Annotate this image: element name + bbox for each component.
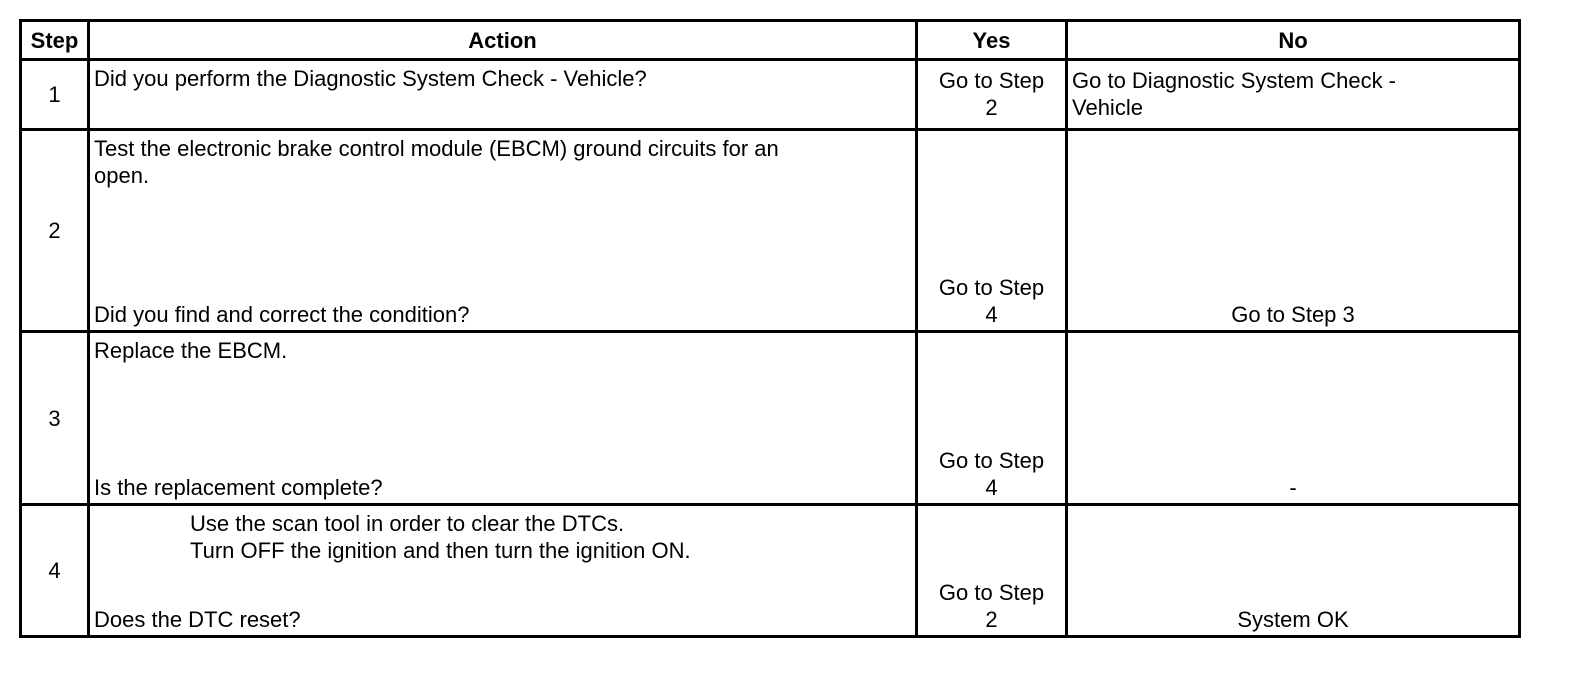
yes-line: 2 <box>985 95 998 120</box>
yes-text <box>918 447 1065 501</box>
action-cell <box>89 332 917 505</box>
no-text <box>1068 301 1518 328</box>
diagnostic-table <box>19 19 1521 638</box>
yes-text <box>918 67 1065 121</box>
action-line: Turn OFF the ignition and then turn the ignition ON. <box>190 538 691 563</box>
yes-cell <box>917 332 1067 505</box>
action-question: Is the replacement complete? <box>94 475 383 500</box>
action-question: Does the DTC reset? <box>94 607 301 632</box>
yes-line: Go to Step <box>938 68 1045 93</box>
no-line: System OK <box>1237 607 1349 632</box>
action-line: Test the electronic brake control module (EBCM) ground circuits for an <box>94 136 779 161</box>
action-cell <box>89 505 917 637</box>
action-text <box>94 337 909 364</box>
header-action: Action <box>89 21 917 60</box>
header-row <box>21 21 1520 60</box>
yes-line: 4 <box>985 475 998 500</box>
no-cell <box>1067 60 1520 130</box>
action-cell <box>89 60 917 130</box>
no-line: Go to Step 3 <box>1231 302 1355 327</box>
action-question: Did you find and correct the condition? <box>94 302 470 327</box>
yes-text <box>918 579 1065 633</box>
action-line: Did you perform the Diagnostic System Check - Vehicle? <box>94 66 647 91</box>
yes-line: Go to Step <box>938 275 1045 300</box>
action-line: Use the scan tool in order to clear the DTCs. <box>190 511 625 536</box>
action-cell <box>89 130 917 332</box>
action-text <box>94 65 909 92</box>
table-row <box>21 60 1520 130</box>
table-row <box>21 332 1520 505</box>
yes-cell <box>917 60 1067 130</box>
yes-line: 4 <box>985 302 998 327</box>
header-step: Step <box>21 21 89 60</box>
header-yes: Yes <box>917 21 1067 60</box>
no-cell <box>1067 505 1520 637</box>
no-text <box>1072 67 1514 121</box>
step-number: 4 <box>21 505 89 637</box>
table-row <box>21 130 1520 332</box>
action-line: open. <box>94 163 150 188</box>
action-text <box>190 510 909 564</box>
no-text <box>1068 606 1518 633</box>
yes-line: Go to Step <box>938 580 1045 605</box>
no-line: Go to Diagnostic System Check - <box>1072 68 1397 93</box>
yes-cell <box>917 505 1067 637</box>
no-text <box>1068 474 1518 501</box>
no-cell <box>1067 130 1520 332</box>
no-cell <box>1067 332 1520 505</box>
no-line: Vehicle <box>1072 95 1143 120</box>
step-number: 2 <box>21 130 89 332</box>
yes-line: Go to Step <box>938 448 1045 473</box>
action-text <box>94 135 909 189</box>
header-no: No <box>1067 21 1520 60</box>
no-line: - <box>1289 475 1297 500</box>
step-number: 1 <box>21 60 89 130</box>
yes-text <box>918 274 1065 328</box>
yes-line: 2 <box>985 607 998 632</box>
yes-cell <box>917 130 1067 332</box>
step-number: 3 <box>21 332 89 505</box>
action-line: Replace the EBCM. <box>94 338 288 363</box>
table-row <box>21 505 1520 637</box>
